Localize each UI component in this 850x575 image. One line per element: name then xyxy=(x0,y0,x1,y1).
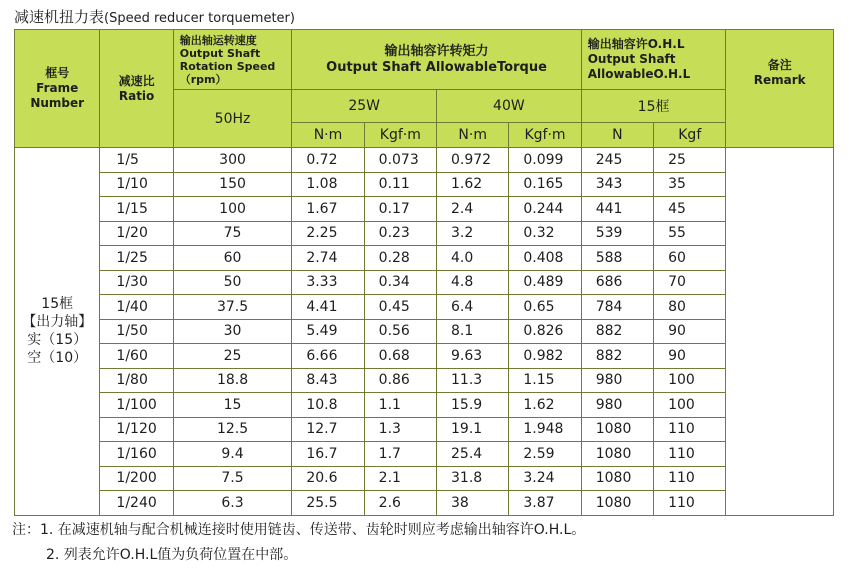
table-row xyxy=(15,221,834,246)
value-cell: 0.32 xyxy=(509,221,581,246)
value-cell: 6.4 xyxy=(437,295,509,320)
value-cell: 9.63 xyxy=(437,344,509,369)
value-cell: 8.43 xyxy=(292,368,364,393)
value-cell: 0.86 xyxy=(364,368,436,393)
value-cell: 80 xyxy=(654,295,726,320)
value-cell: 16.7 xyxy=(292,442,364,467)
title-en: (Speed reducer torquemeter) xyxy=(104,11,295,26)
value-cell: 0.244 xyxy=(509,197,581,222)
value-cell: 5.49 xyxy=(292,319,364,344)
value-cell: 0.23 xyxy=(364,221,436,246)
unit-kgfm: Kgf·m xyxy=(509,123,581,148)
table-row xyxy=(15,442,834,467)
value-cell: 245 xyxy=(581,148,653,173)
value-cell: 38 xyxy=(437,491,509,516)
table-row xyxy=(15,368,834,393)
unit-kgf: Kgf xyxy=(654,123,726,148)
table-row xyxy=(15,466,834,491)
value-cell: 90 xyxy=(654,344,726,369)
value-cell: 3.2 xyxy=(437,221,509,246)
value-cell: 1080 xyxy=(581,466,653,491)
value-cell: 2.25 xyxy=(292,221,364,246)
title-cn: 减速机扭力表 xyxy=(14,8,105,26)
table-row xyxy=(15,417,834,442)
value-cell: 0.28 xyxy=(364,246,436,271)
header-25w: 25W xyxy=(292,90,437,123)
table-row xyxy=(15,148,834,173)
value-cell: 0.72 xyxy=(292,148,364,173)
table-row xyxy=(15,295,834,320)
value-cell: 12.7 xyxy=(292,417,364,442)
ratio-cell: 1/20 xyxy=(100,221,173,246)
value-cell: 1080 xyxy=(581,417,653,442)
note-1: 注：1. 在减速机轴与配合机械连接时使用链齿、传送带、齿轮时则应考虑输出轴容许O.H.L。 xyxy=(12,522,586,538)
value-cell: 2.4 xyxy=(437,197,509,222)
value-cell: 60 xyxy=(173,246,292,271)
value-cell: 1.67 xyxy=(292,197,364,222)
value-cell: 3.33 xyxy=(292,270,364,295)
value-cell: 0.56 xyxy=(364,319,436,344)
value-cell: 90 xyxy=(654,319,726,344)
ratio-cell: 1/40 xyxy=(100,295,173,320)
ratio-cell: 1/80 xyxy=(100,368,173,393)
value-cell: 45 xyxy=(654,197,726,222)
value-cell: 110 xyxy=(654,442,726,467)
value-cell: 0.34 xyxy=(364,270,436,295)
value-cell: 0.408 xyxy=(509,246,581,271)
value-cell: 882 xyxy=(581,344,653,369)
value-cell: 980 xyxy=(581,393,653,418)
ratio-cell: 1/15 xyxy=(100,197,173,222)
value-cell: 1.62 xyxy=(437,172,509,197)
value-cell: 784 xyxy=(581,295,653,320)
value-cell: 441 xyxy=(581,197,653,222)
table-row xyxy=(15,319,834,344)
table-row xyxy=(15,270,834,295)
header-frame15: 15框 xyxy=(581,90,726,123)
table-row xyxy=(15,393,834,418)
value-cell: 15.9 xyxy=(437,393,509,418)
table-body xyxy=(15,148,834,516)
value-cell: 25.5 xyxy=(292,491,364,516)
value-cell: 25 xyxy=(173,344,292,369)
value-cell: 1.948 xyxy=(509,417,581,442)
value-cell: 2.6 xyxy=(364,491,436,516)
value-cell: 3.24 xyxy=(509,466,581,491)
value-cell: 882 xyxy=(581,319,653,344)
value-cell: 1.08 xyxy=(292,172,364,197)
value-cell: 70 xyxy=(654,270,726,295)
header-torque: 输出轴容许转矩力 Output Shaft AllowableTorque xyxy=(292,30,581,90)
ratio-cell: 1/50 xyxy=(100,319,173,344)
value-cell: 1.15 xyxy=(509,368,581,393)
unit-nm: N·m xyxy=(292,123,364,148)
ratio-cell: 1/5 xyxy=(100,148,173,173)
unit-n: N xyxy=(581,123,653,148)
remark-cell xyxy=(726,148,834,516)
value-cell: 7.5 xyxy=(173,466,292,491)
value-cell: 19.1 xyxy=(437,417,509,442)
value-cell: 0.11 xyxy=(364,172,436,197)
value-cell: 60 xyxy=(654,246,726,271)
value-cell: 4.0 xyxy=(437,246,509,271)
header-40w: 40W xyxy=(437,90,582,123)
value-cell: 110 xyxy=(654,491,726,516)
value-cell: 686 xyxy=(581,270,653,295)
table-row xyxy=(15,491,834,516)
value-cell: 2.59 xyxy=(509,442,581,467)
value-cell: 25 xyxy=(654,148,726,173)
value-cell: 35 xyxy=(654,172,726,197)
value-cell: 1.3 xyxy=(364,417,436,442)
header-ohl: 输出轴容许O.H.L Output Shaft AllowableO.H.L xyxy=(581,30,726,90)
table-row xyxy=(15,246,834,271)
value-cell: 100 xyxy=(654,393,726,418)
value-cell: 3.87 xyxy=(509,491,581,516)
value-cell: 150 xyxy=(173,172,292,197)
value-cell: 1.7 xyxy=(364,442,436,467)
value-cell: 0.489 xyxy=(509,270,581,295)
header-frame: 框号 Frame Number xyxy=(15,30,100,148)
header-remark: 备注 Remark xyxy=(726,30,834,148)
value-cell: 110 xyxy=(654,466,726,491)
value-cell: 25.4 xyxy=(437,442,509,467)
value-cell: 588 xyxy=(581,246,653,271)
value-cell: 55 xyxy=(654,221,726,246)
value-cell: 100 xyxy=(173,197,292,222)
frame-cell: 15框 【出力轴】 实（15） 空（10） xyxy=(15,148,100,516)
ratio-cell: 1/60 xyxy=(100,344,173,369)
value-cell: 2.74 xyxy=(292,246,364,271)
value-cell: 343 xyxy=(581,172,653,197)
header-speed: 输出轴运转速度 Output Shaft Rotation Speed （rpm） xyxy=(173,30,292,90)
table-row xyxy=(15,197,834,222)
value-cell: 1.62 xyxy=(509,393,581,418)
value-cell: 300 xyxy=(173,148,292,173)
value-cell: 0.65 xyxy=(509,295,581,320)
note-2: 2. 列表允许O.H.L值为负荷位置在中部。 xyxy=(46,547,298,563)
ratio-cell: 1/240 xyxy=(100,491,173,516)
value-cell: 539 xyxy=(581,221,653,246)
value-cell: 980 xyxy=(581,368,653,393)
value-cell: 6.66 xyxy=(292,344,364,369)
value-cell: 2.1 xyxy=(364,466,436,491)
header-ratio: 减速比 Ratio xyxy=(100,30,173,148)
value-cell: 1080 xyxy=(581,491,653,516)
value-cell: 0.972 xyxy=(437,148,509,173)
value-cell: 30 xyxy=(173,319,292,344)
table-row xyxy=(15,172,834,197)
unit-kgfm: Kgf·m xyxy=(364,123,436,148)
value-cell: 9.4 xyxy=(173,442,292,467)
value-cell: 4.41 xyxy=(292,295,364,320)
value-cell: 50 xyxy=(173,270,292,295)
value-cell: 1080 xyxy=(581,442,653,467)
value-cell: 10.8 xyxy=(292,393,364,418)
ratio-cell: 1/30 xyxy=(100,270,173,295)
value-cell: 0.17 xyxy=(364,197,436,222)
ratio-cell: 1/200 xyxy=(100,466,173,491)
ratio-cell: 1/120 xyxy=(100,417,173,442)
value-cell: 8.1 xyxy=(437,319,509,344)
value-cell: 31.8 xyxy=(437,466,509,491)
ratio-cell: 1/25 xyxy=(100,246,173,271)
value-cell: 100 xyxy=(654,368,726,393)
unit-nm: N·m xyxy=(437,123,509,148)
value-cell: 0.68 xyxy=(364,344,436,369)
value-cell: 15 xyxy=(173,393,292,418)
value-cell: 1.1 xyxy=(364,393,436,418)
value-cell: 0.099 xyxy=(509,148,581,173)
value-cell: 0.073 xyxy=(364,148,436,173)
value-cell: 20.6 xyxy=(292,466,364,491)
notes xyxy=(12,518,585,568)
value-cell: 37.5 xyxy=(173,295,292,320)
value-cell: 0.982 xyxy=(509,344,581,369)
value-cell: 4.8 xyxy=(437,270,509,295)
value-cell: 12.5 xyxy=(173,417,292,442)
value-cell: 6.3 xyxy=(173,491,292,516)
torque-table xyxy=(14,29,834,516)
value-cell: 110 xyxy=(654,417,726,442)
table-row xyxy=(15,344,834,369)
value-cell: 0.45 xyxy=(364,295,436,320)
ratio-cell: 1/100 xyxy=(100,393,173,418)
page-title xyxy=(14,6,295,27)
value-cell: 0.165 xyxy=(509,172,581,197)
ratio-cell: 1/160 xyxy=(100,442,173,467)
value-cell: 0.826 xyxy=(509,319,581,344)
value-cell: 11.3 xyxy=(437,368,509,393)
ratio-cell: 1/10 xyxy=(100,172,173,197)
value-cell: 75 xyxy=(173,221,292,246)
value-cell: 18.8 xyxy=(173,368,292,393)
header-hz: 50Hz xyxy=(173,90,292,148)
